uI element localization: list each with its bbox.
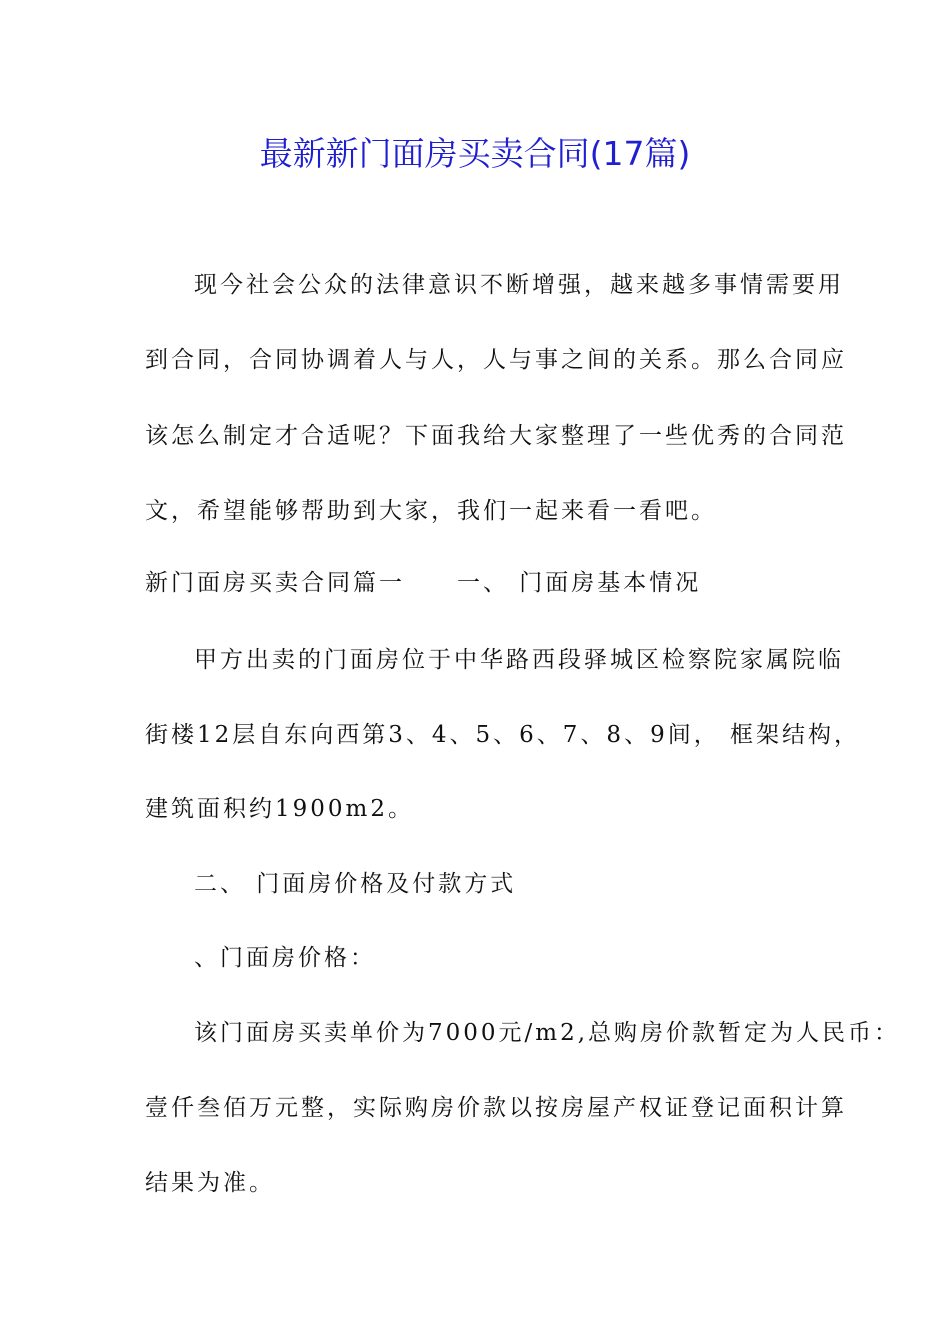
paragraph-line: 该怎么制定才合适呢？下面我给大家整理了一些优秀的合同范 bbox=[145, 423, 847, 449]
paragraph-line: 该门面房买卖单价为7000元/m2,总购房价款暂定为人民币： bbox=[194, 1020, 901, 1046]
subsection-heading: 、门面房价格： bbox=[194, 945, 376, 971]
paragraph-line: 街楼12层自东向西第3、4、5、6、7、8、9间， 框架结构， bbox=[145, 722, 861, 748]
paragraph-line: 文，希望能够帮助到大家，我们一起来看一看吧。 bbox=[145, 498, 717, 524]
section-heading: 二、 门面房价格及付款方式 bbox=[194, 871, 517, 897]
paragraph-line: 建筑面积约1900m2。 bbox=[145, 796, 414, 822]
paragraph-line: 壹仟叁佰万元整，实际购房价款以按房屋产权证登记面积计算 bbox=[145, 1095, 847, 1121]
section-heading: 新门面房买卖合同篇一 一、 门面房基本情况 bbox=[145, 570, 702, 596]
document-title: 最新新门面房买卖合同(17篇) bbox=[259, 134, 691, 173]
paragraph-line: 到合同，合同协调着人与人，人与事之间的关系。那么合同应 bbox=[145, 347, 847, 373]
paragraph-line: 现今社会公众的法律意识不断增强，越来越多事情需要用 bbox=[194, 272, 844, 298]
paragraph-line: 结果为准。 bbox=[145, 1170, 275, 1196]
paragraph-line: 甲方出卖的门面房位于中华路西段驿城区检察院家属院临 bbox=[194, 647, 844, 673]
